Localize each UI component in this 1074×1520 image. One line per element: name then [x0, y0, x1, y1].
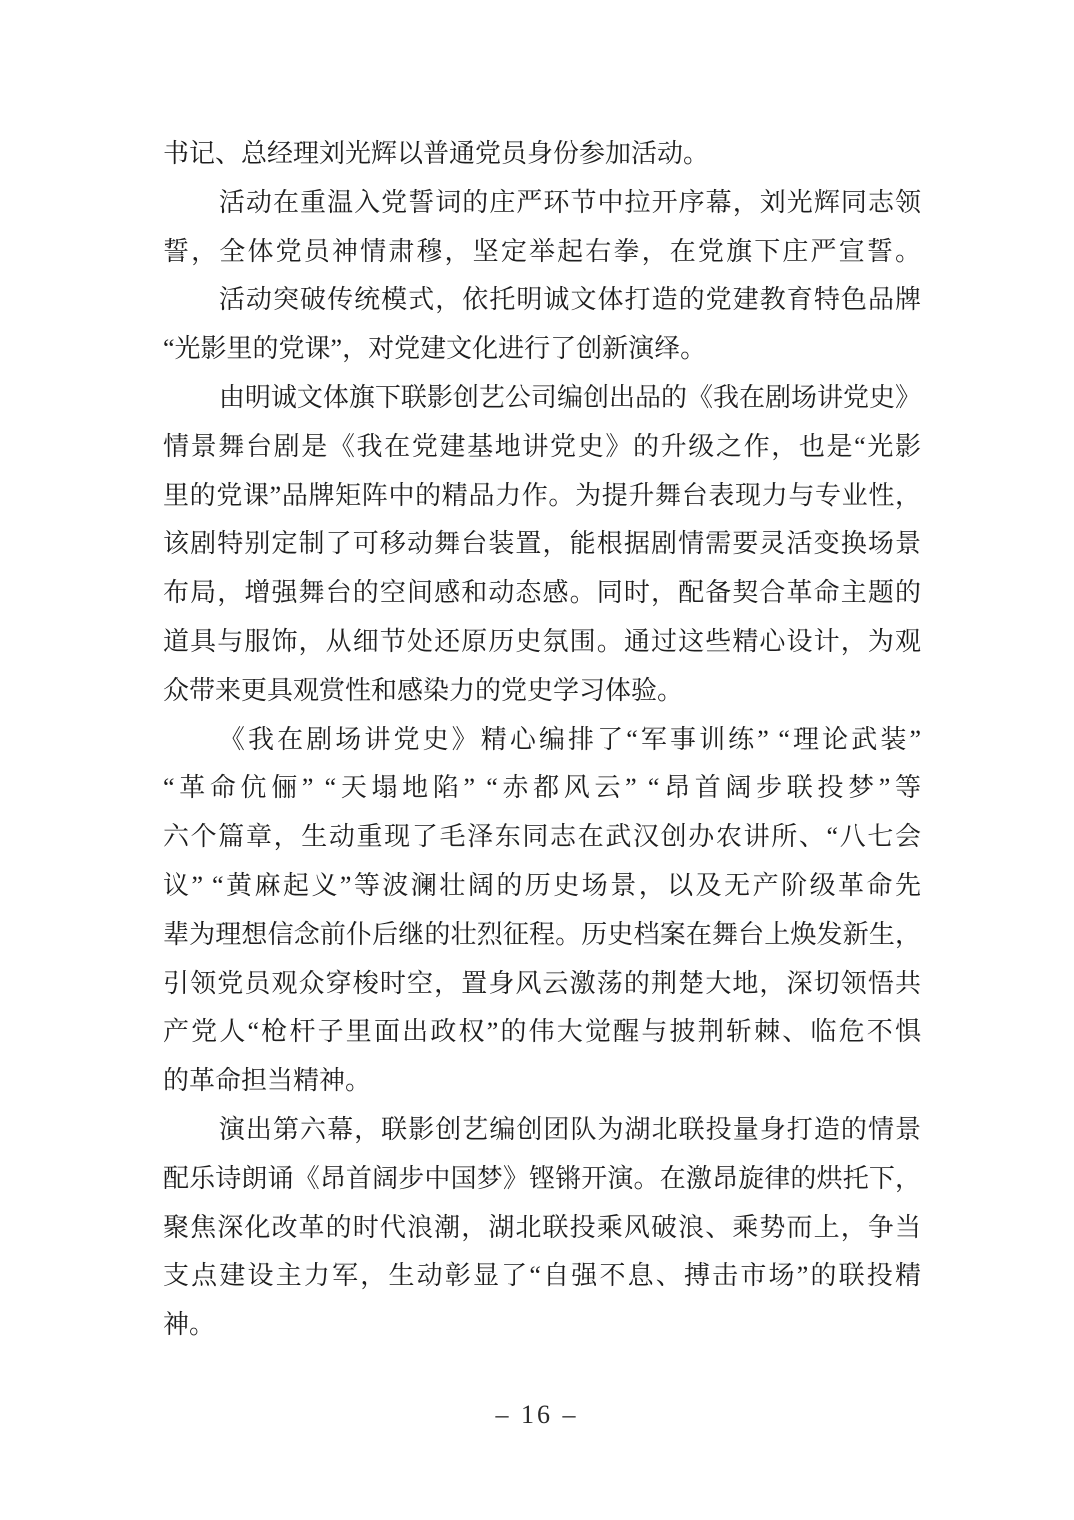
- text-line: 《我在剧场讲党史》精心编排了“军事训练” “理论武装”: [218, 724, 921, 754]
- text-line: 该剧特别定制了可移动舞台装置，能根据剧情需要灵活变换场景: [163, 529, 921, 559]
- text-line: 书记、总经理刘光辉以普通党员身份参加活动。: [163, 139, 710, 168]
- text-line: 的革命担当精神。: [163, 1066, 372, 1096]
- text-line: 道具与服饰，从细节处还原历史氛围。通过这些精心设计，为观: [163, 626, 921, 656]
- page-number: – 16 –: [495, 1400, 579, 1429]
- text-line: 议” “黄麻起义”等波澜壮阔的历史场景，以及无产阶级革命先: [163, 870, 921, 900]
- text-line: 六个篇章，生动重现了毛泽东同志在武汉创办农讲所、“八七会: [163, 822, 921, 852]
- text-line: “光影里的党课”，对党建文化进行了创新演绎。: [163, 334, 707, 364]
- text-line: 活动突破传统模式，依托明诚文体打造的党建教育特色品牌: [218, 285, 921, 315]
- text-line: 辈为理想信念前仆后继的壮烈征程。历史档案在舞台上焕发新生，: [163, 919, 921, 949]
- document-body: [163, 130, 921, 1350]
- text-line: 情景舞台剧是《我在党建基地讲党史》的升级之作，也是“光影: [163, 431, 921, 461]
- page-footer: [0, 1400, 1074, 1430]
- text-line: 神。: [163, 1310, 216, 1340]
- text-line: 产党人“枪杆子里面出政权”的伟大觉醒与披荆斩棘、临危不惧: [163, 1017, 921, 1047]
- text-line: 布局，增强舞台的空间感和动态感。同时，配备契合革命主题的: [163, 578, 921, 608]
- text-line: 演出第六幕，联影创艺编创团队为湖北联投量身打造的情景: [218, 1114, 921, 1144]
- text-line: 里的党课”品牌矩阵中的精品力作。为提升舞台表现力与专业性，: [163, 480, 921, 510]
- text-line: 誓，全体党员神情肃穆，坚定举起右拳，在党旗下庄严宣誓。: [163, 236, 921, 266]
- text-line: 活动在重温入党誓词的庄严环节中拉开序幕，刘光辉同志领: [218, 187, 921, 217]
- text-line: 众带来更具观赏性和感染力的党史学习体验。: [163, 675, 684, 705]
- text-line: 引领党员观众穿梭时空，置身风云激荡的荆楚大地，深切领悟共: [163, 968, 921, 998]
- text-line: 配乐诗朗诵《昂首阔步中国梦》铿锵开演。在激昂旋律的烘托下，: [163, 1163, 921, 1193]
- text-line: 支点建设主力军，生动彰显了“自强不息、搏击市场”的联投精: [163, 1261, 921, 1291]
- text-line: 由明诚文体旗下联影创艺公司编创出品的《我在剧场讲党史》: [218, 382, 921, 412]
- text-line: 聚焦深化改革的时代浪潮，湖北联投乘风破浪、乘势而上，争当: [163, 1212, 921, 1242]
- text-line: “革命伉俪” “天塌地陷” “赤都风云” “昂首阔步联投梦”等: [163, 773, 921, 803]
